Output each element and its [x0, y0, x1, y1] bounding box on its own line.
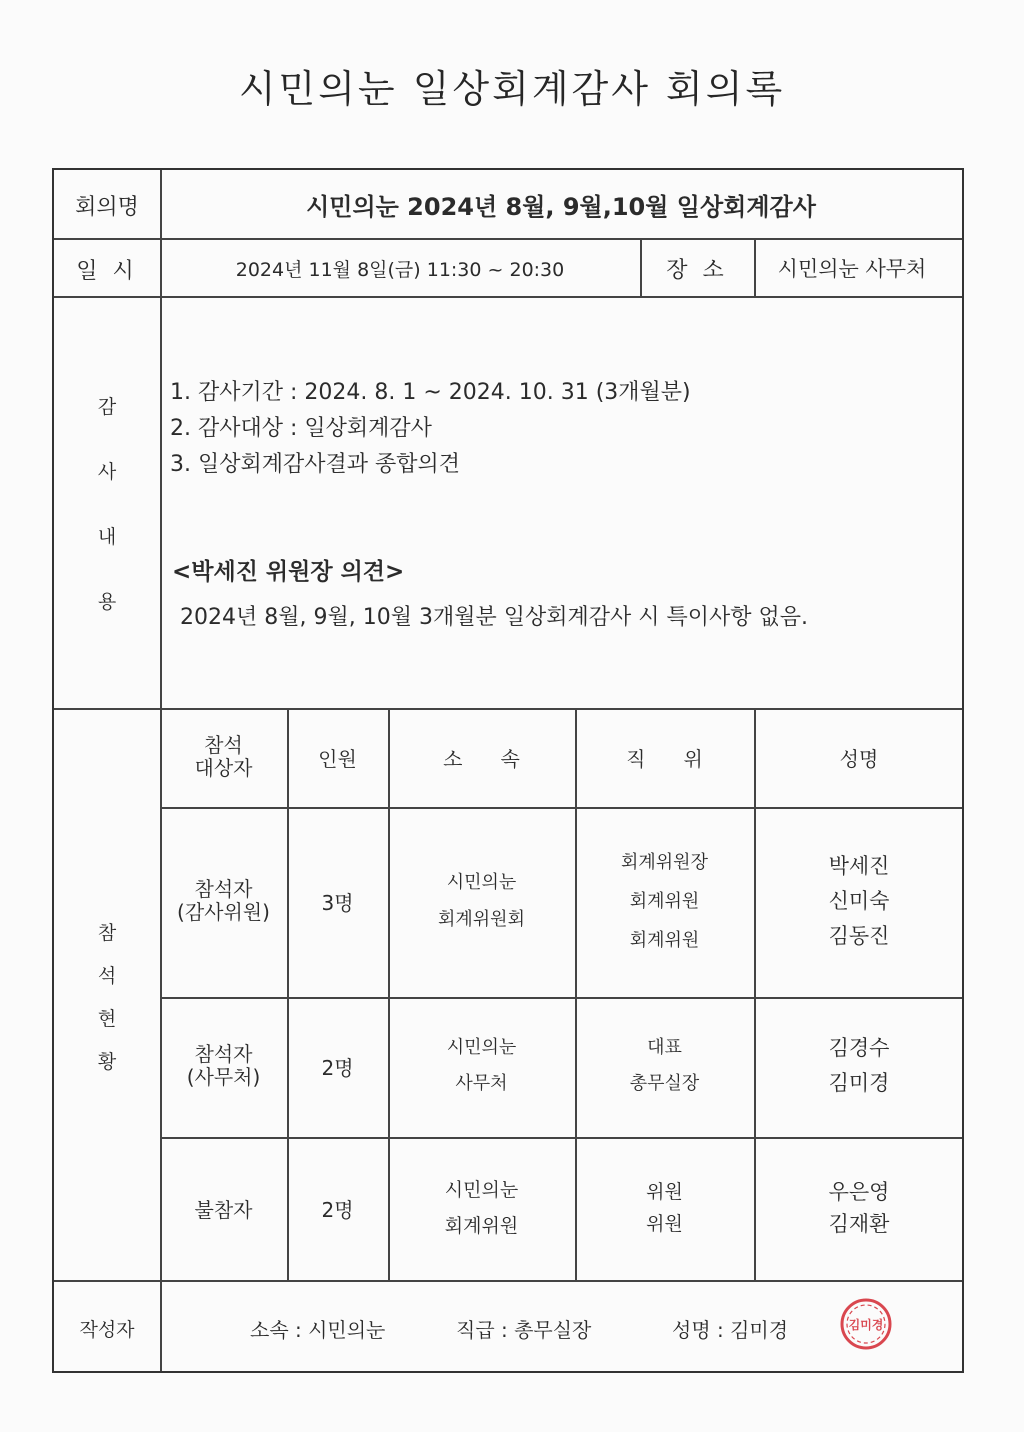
header-target: 참석 대상자 — [194, 733, 253, 780]
datetime-label: 일 시 — [76, 259, 138, 284]
datetime-value: 2024년 11월 8일(금) 11:30 ~ 20:30 — [235, 259, 565, 281]
audit-label-char: 내 — [97, 526, 117, 548]
audit-item-period: 1. 감사기간 : 2024. 8. 1 ~ 2024. 10. 31 (3개월분) — [170, 380, 691, 405]
attendance-label-char: 황 — [97, 1051, 117, 1073]
row-positions: 회계위원장 회계위원 회계위원 — [621, 851, 708, 951]
opinion-heading: <박세진 위원장 의견> — [172, 559, 405, 585]
audit-item-target: 2. 감사대상 : 일상회계감사 — [170, 416, 432, 441]
audit-content-label — [54, 392, 160, 614]
row-positions: 대표 총무실장 — [629, 1037, 700, 1094]
row-positions: 위원 위원 — [646, 1181, 683, 1235]
row-count: 2명 — [321, 1055, 354, 1080]
seal-stamp — [838, 1296, 894, 1352]
header-count: 인원 — [318, 746, 357, 771]
row-names: 박세진 신미숙 김동진 — [828, 853, 890, 948]
row-affiliation: 시민의눈 회계위원 — [444, 1179, 519, 1237]
author-name: 성명 : 김미경 — [672, 1318, 789, 1342]
author-label: 작성자 — [79, 1319, 135, 1341]
author-rank: 직급 : 총무실장 — [456, 1318, 592, 1342]
attendance-label — [54, 918, 160, 1074]
row-names: 김경수 김미경 — [828, 1036, 890, 1095]
audit-label-char: 사 — [97, 461, 117, 483]
audit-item-opinion: 3. 일상회계감사결과 종합의견 — [170, 452, 461, 477]
attendance-label-char: 석 — [97, 965, 117, 987]
place-value: 시민의눈 사무처 — [777, 257, 927, 281]
opinion-text: 2024년 8월, 9월, 10월 3개월분 일상회계감사 시 특이사항 없음. — [180, 605, 808, 630]
row-count: 2명 — [321, 1197, 354, 1222]
author-affiliation: 소속 : 시민의눈 — [250, 1318, 386, 1342]
attendance-label-char: 참 — [97, 922, 117, 944]
header-name: 성명 — [839, 746, 879, 771]
document-title: 시민의눈 일상회계감사 회의록 — [238, 67, 786, 111]
place-label: 장 소 — [666, 258, 728, 283]
row-count: 3명 — [321, 890, 354, 915]
header-position: 직 위 — [626, 746, 703, 771]
audit-label-char: 감 — [97, 396, 117, 418]
meeting-name-label: 회의명 — [75, 195, 139, 220]
audit-label-char: 용 — [97, 591, 117, 613]
header-affiliation: 소 속 — [443, 746, 520, 771]
row-target: 참석자 (사무처) — [186, 1042, 261, 1089]
row-target: 참석자 (감사위원) — [177, 877, 270, 924]
attendance-label-char: 현 — [97, 1008, 117, 1030]
seal-text: 김미경 — [848, 1318, 884, 1332]
row-affiliation: 시민의눈 사무처 — [446, 1037, 517, 1094]
row-names: 우은영 김재환 — [828, 1180, 890, 1236]
row-target: 불참자 — [194, 1197, 253, 1222]
meeting-name-value: 시민의눈 2024년 8월, 9월,10월 일상회계감사 — [306, 193, 816, 221]
row-affiliation: 시민의눈 회계위원회 — [438, 872, 525, 930]
